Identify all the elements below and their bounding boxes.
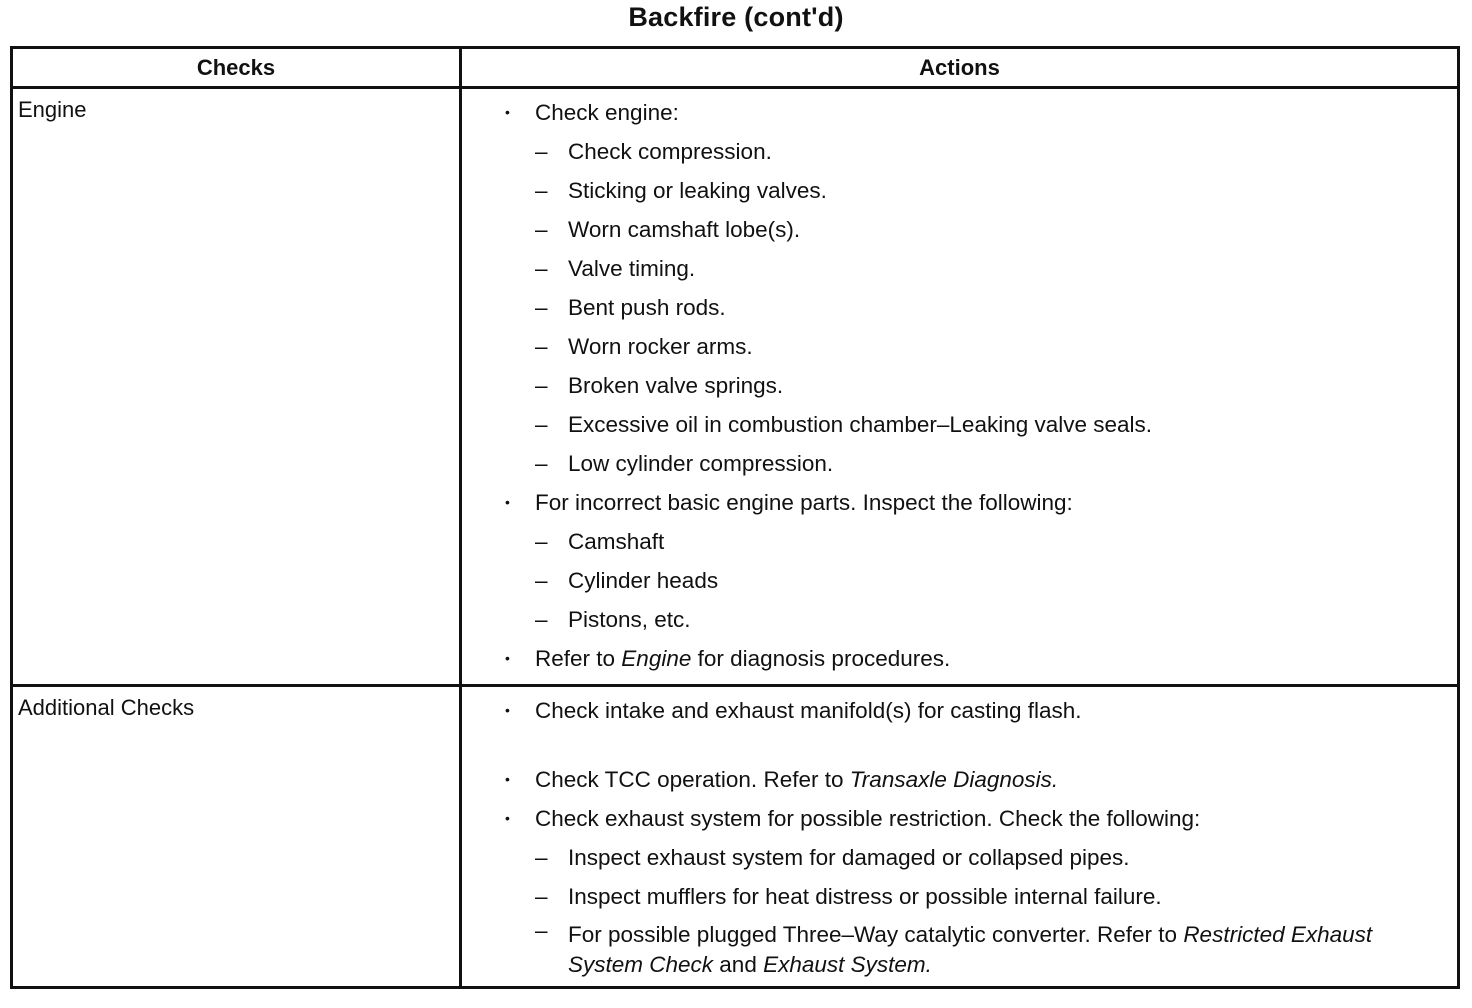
reference-title: Engine (621, 646, 692, 671)
action-text: Low cylinder compression. (568, 451, 834, 476)
actions-cell-engine (461, 88, 1459, 686)
table-row-additional-checks (12, 686, 1459, 988)
action-text: Check TCC operation. Refer to (535, 767, 850, 792)
action-bullet-item (462, 691, 1457, 730)
action-sub-item (462, 249, 1457, 288)
action-text: Check compression. (568, 139, 772, 164)
action-text: Check engine: (535, 100, 679, 125)
check-cell-additional-checks: Additional Checks (12, 686, 461, 988)
action-sub-item (462, 877, 1457, 916)
action-sub-item (462, 600, 1457, 639)
action-text: Pistons, etc. (568, 607, 691, 632)
diagnosis-table (10, 46, 1460, 989)
actions-column-header: Actions (461, 48, 1459, 88)
action-list-engine (462, 89, 1457, 684)
action-text: Bent push rods. (568, 295, 726, 320)
action-text: Inspect mufflers for heat distress or possible internal failure. (568, 884, 1162, 909)
action-text: Cylinder heads (568, 568, 719, 593)
reference-title: Exhaust System. (763, 952, 932, 977)
action-sub-item (462, 916, 1457, 980)
actions-cell-additional-checks (461, 686, 1459, 988)
action-sub-item (462, 405, 1457, 444)
action-bullet-item (462, 93, 1457, 132)
action-sub-item (462, 210, 1457, 249)
action-text: Excessive oil in combustion chamber–Leaking valve seals. (568, 412, 1153, 437)
page-title: Backfire (cont'd) (628, 2, 844, 32)
action-text: Camshaft (568, 529, 665, 554)
action-text: Check intake and exhaust manifold(s) for casting flash. (535, 698, 1082, 723)
action-sub-item (462, 366, 1457, 405)
table-row-engine (12, 88, 1459, 686)
action-text: and (713, 952, 764, 977)
action-sub-item (462, 288, 1457, 327)
action-bullet-item (462, 483, 1457, 522)
checks-column-header: Checks (12, 48, 461, 88)
action-bullet-item (462, 760, 1457, 799)
action-list-additional-checks (462, 687, 1457, 986)
action-text: for diagnosis procedures. (691, 646, 951, 671)
action-text: Inspect exhaust system for damaged or collapsed pipes. (568, 845, 1130, 870)
action-sub-item (462, 171, 1457, 210)
action-sub-item (462, 327, 1457, 366)
action-bullet-item (462, 799, 1457, 838)
action-text: For incorrect basic engine parts. Inspect the following: (535, 490, 1073, 515)
check-cell-engine: Engine (12, 88, 461, 686)
action-text: Check exhaust system for possible restriction. Check the following: (535, 806, 1201, 831)
action-sub-item (462, 444, 1457, 483)
action-sub-item (462, 561, 1457, 600)
action-text: For possible plugged Three–Way catalytic converter. Refer to (568, 922, 1184, 947)
table-header-row (12, 48, 1459, 88)
reference-title: Restricted Exhaust System Check (568, 922, 1373, 977)
action-sub-item (462, 132, 1457, 171)
action-text: Sticking or leaking valves. (568, 178, 827, 203)
action-text: Refer to (535, 646, 622, 671)
action-text: Worn camshaft lobe(s). (568, 217, 801, 242)
action-text: Worn rocker arms. (568, 334, 753, 359)
action-text: Broken valve springs. (568, 373, 784, 398)
action-sub-item (462, 522, 1457, 561)
reference-title: Transaxle Diagnosis. (849, 767, 1059, 792)
action-text: Valve timing. (568, 256, 696, 281)
action-sub-item (462, 838, 1457, 877)
action-bullet-item (462, 639, 1457, 678)
